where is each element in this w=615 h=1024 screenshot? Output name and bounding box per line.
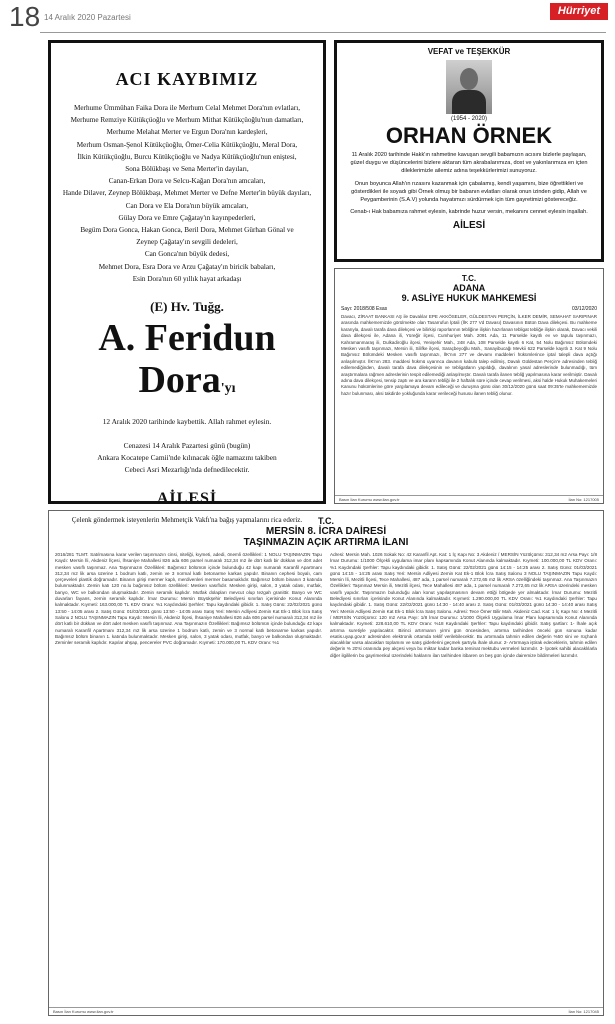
deceased-name bbox=[51, 317, 323, 410]
court-footer bbox=[335, 495, 603, 503]
vefat-paragraph: 11 Aralık 2020 tarihinde Hakk'ın rahmetine kavuşan sevgili babamızın acısını bizlerle paylaşan, güzel duygu ve düşüncelerini bizlere aktaran tüm akrabalarımıza, dost ve yakınlarımıza en içten dileklerimizle ailemiz adına teşekkürlerimizi sunuyoruz. bbox=[350, 152, 588, 175]
wreath-note: Çelenk göndermek isteyenlerin Mehmetçik Vakfı'na bağış yapmalarını rica ederiz. bbox=[71, 516, 303, 525]
header-divider bbox=[40, 32, 606, 33]
issue-date: 14 Aralık 2020 Pazartesi bbox=[44, 13, 131, 22]
relative-line: Merhume Melahat Merter ve Ergun Dora'nın kardeşleri, bbox=[106, 128, 268, 137]
relative-line: Zeynep Çağatay'ın sevgili dedeleri, bbox=[136, 238, 238, 247]
auction-footer-source: Basın İlan Kurumu www.ilan.gov.tr bbox=[53, 1009, 114, 1014]
deceased-photo bbox=[446, 60, 492, 114]
auction-office: MERSİN 8. İCRA DAİRESİ bbox=[265, 526, 387, 537]
auction-footer-id: İlan No: 1217045 bbox=[568, 1009, 599, 1014]
court-office: 9. ASLİYE HUKUK MAHKEMESİ bbox=[401, 293, 537, 303]
funeral-line: Cebeci Asri Mezarlığı'nda defnedilecektir. bbox=[124, 465, 250, 475]
funeral-line: Cenazesi 14 Aralık Pazartesi günü (bugün) bbox=[123, 441, 251, 451]
vefat-name: ORHAN ÖRNEK bbox=[385, 123, 553, 148]
newspaper-logo: Hürriyet bbox=[550, 3, 608, 20]
auction-column-left: 2016/281 TLMT. Satılmasına karar verilen taşınmazın cinsi, niteliği, kıymeti, adedi, önemli özellikleri: 1 NOLU TAŞINMAZIN Tapu Kaydı: Mersin İli, Akdeniz İlçesi, İhsaniye Mahallesi 826 ada 606 parsel numaralı 312,34 m2 ile dört katlı bir dükkan ve dört adet mesken vasıflı taşınmaz. Ana Taşınmazın Özellikleri: Bağımsız bölümün içinde bulunduğu 42 kapı numaralı Karanfil Apartmanı 312,34 m2 lik arsa üzerine 1 bodrum katlı, zemin ve 3 normal katlı betonarme karkas yapıdır. Binanın cephesi boyalı, cam çerçeveleri plastik doğramadır. Binanın girişi mermer kaplı, merdivenleri mermer basamaklıdır. Bağımsız bölüm binanın 3 katında bulunmaktadır. Zemin katı 120 no.lu bağımsız bölüm özellikleri: Mesken vasıflıdır. Mesken girişi, salon, 3 yatak odası, mutfak, banyo, WC ve balkondan oluşmaktadır. Zemin seramik kaplıdır. Mutfak dolapları mevcut olup tezgah granittir. Banyo ve WC duvarları fayans, zemin seramik kaplıdır. İmar Durumu: Mersin Büyükşehir Belediyesi sınırları içerisinde Konut Alanında kalmaktadır. Kıymeti: 163.000,00 TL KDV Oranı: %1 Kaydındaki Şerhler: Tapu kaydındaki gibidir. 1. Satış Günü: 22/02/2021 günü 13:50 - 14:05 arası 2. Satış Günü: 01/03/2021 günü 13:50 - 14:05 arası Satış Yeri: Mersin Adliyesi Zemin Kat Ek-1 Blok İcra Satış Salonu 2 NOLU TAŞINMAZIN Tapu Kaydı: Mersin İli, Akdeniz İlçesi, İhsaniye Mahallesi 826 ada 606 parsel numaralı 312,34 m2 ile dört katlı bir dükkan ve dört adet mesken vasıflı taşınmaz. Ana Taşınmazın Özellikleri: Bağımsız bölümün içinde bulunduğu 42 kapı numaralı Karanfil Apartmanı 312,34 m2 lik arsa üzerine 1 bodrum katlı, zemin ve 3 normal katlı betonarme karkas yapıdır. Bağımsız bölüm binanın 1. katında bulunmaktadır. Mesken girişi, salon, 3 yatak odası, mutfak, banyo ve balkondan oluşmaktadır. Zeminler seramik kaplıdır. Kapılar ahşap, pencereler PVC doğramadır. Kıymeti: 170.000,00 TL KDV Oranı: %1 bbox=[55, 552, 322, 646]
auction-notice bbox=[48, 510, 604, 1016]
funeral-info bbox=[51, 440, 323, 476]
court-body: Davacı, ZİRAAT BANKASI AŞ ile Davalılar EPE AKKÖSELER, GÜLDESTAN PERÇİN, İLKER DEMİR, SEMAHAT SARIPINAR arasında mahkememizde görülmekte olan Tasarrufun İptali (İİK 277 Vd Davası) Davasının Bütün Dava dilekçesi. Bu mahkeme kararıyla, davalı tarafa dava dilekçesi ve bilirkişi raporlarının tebliğine ilişkin hazırlanan tebligat tebliğe ilişkin olarak, Davacı vekili dava dilekçesi ile, Adana ili, Yüreğir ilçesi, Cumhuriyet Mah. 2091 Ada, 11 Parselde kayıtlı ev ve tapulu taşınmazı, Kahramanmaraş ili, Dulkadiroğlu ilçesi, Yenişehir Mah., 248 Ada, 108 Parselde kayıtlı 6 Kat, 54 Nolu Bağımsız Bölümdeki Mesken vasıflı taşınmazı, Mersin ili, Silifke ilçesi, Saraçbeyoğlu Mah., Sanayibucağı Mevkii 622 Parselde kayıtlı 3. Kat 9 Nolu Bağımsız Bölümdeki Mesken vasıflı taşınmazı, İİK'nın 277 ve devamı maddeleri hükümlerince iptal talepli dava açtığı anlaşılmıştır. İİK'nın 283. maddesi hükmü uyarınca davanın kabulü talep edilmiş, Davalı Güldestan Perçin'e adresinden tebliğ edilemediğinden, davalı tarafa dava dilekçesinin ve tebligatların yapıldığı, davalının yasal adreslerinde bulunmadığı, tüm araştırmalara rağmen adreslerinin tespit edilemediği anlaşılmıştır. Davalı tarafa ilanen tebliğ yapılmasına karar verilmiştir. Davalı adına dava dilekçesi, tensip zaptı ve ara kararın tebliği ile 2 haftalık süre içinde cevap verilmesi, aksi halde Hukuk Muhakemeleri Kanunu hükümlerine göre yargılamaya devam edileceği ve duruşma günü olan 30/12/2020 günü saat 09:35'te mahkememizde hazır bulunması, aksi takdirde yokluğunda karar verileceği hususu ilanen tebliğ olunur. bbox=[341, 314, 597, 396]
court-city: ADANA bbox=[452, 283, 486, 293]
court-date: 03/12/2020 bbox=[571, 306, 597, 312]
relative-line: İlkin Kütükçüoğlu, Burcu Kütükçüoğlu ve Nadya Kütükçüoğlu'nun eniştesi, bbox=[77, 152, 297, 161]
life-years: (1954 - 2020) bbox=[450, 116, 488, 122]
relative-line: Esin Dora'nın 60 yıllık hayat arkadaşı bbox=[132, 274, 242, 283]
court-footer-source: Basın İlan Kurumu www.ilan.gov.tr bbox=[339, 497, 400, 502]
relative-line: Merhum Osman-Şenol Kütükçüoğlu, Ömer-Celia Kütükçüoğlu, Meral Dora, bbox=[76, 140, 298, 149]
deceased-rank: (E) Hv. Tuğg. bbox=[150, 299, 224, 315]
funeral-line: Ankara Kocatepe Camii'nde kılınacak öğle namazını takiben bbox=[97, 453, 277, 463]
court-footer-id: İlan No: 1217005 bbox=[568, 497, 599, 502]
vefat-paragraph: Onun boyunca Allah'ın rızasını kazanmak için çabalamış, kendi yaşamını, bize öğrettikleri ve gösterdikleri ile soyadı gibi Örnek olmuş bir babanın evlatları olarak onun izinden gidip, Allah ve Peygamberinin (S.A.V) yolunda hayatımızı sürdürmek için tüm gayretimizi göstereceğiz. bbox=[351, 180, 587, 204]
relative-line: Sona Bölükbaşı ve Sena Merter'in dayıları, bbox=[125, 165, 249, 174]
vefat-paragraph: Cenab-ı Hak babamıza rahmet eylesin, kabrinde huzur versin, mekanını cennet eylesin inşallah. bbox=[350, 209, 588, 216]
court-notice bbox=[334, 268, 604, 504]
relative-line: Mehmet Dora, Esra Dora ve Arzu Çağatay'ın biricik babaları, bbox=[98, 262, 276, 271]
death-date-line: 12 Aralık 2020 tarihinde kaybettik. Allah rahmet eylesin. bbox=[102, 417, 272, 427]
obituary-notice bbox=[48, 40, 326, 525]
auction-columns bbox=[49, 552, 603, 992]
relative-line: Canan-Erkan Dora ve Selcu-Kağan Dora'nın amcaları, bbox=[108, 177, 266, 186]
auction-column-right: Adresi: Mersin Mah. 1026 Sokak No: 42 Karanfil Apt. Kat: 1 İç Kapı No: 3 Akdeniz / MERSİN Yüzölçümü: 312,34 m2 Arsa Payı: 1/8 İmar Durumu: 1/1000 Ölçekli uygulama imar planı kapsamında Konut Alanında kalmaktadır. Kıymeti: 100.000,00 TL KDV Oranı: %1 Kaydındaki Şerhler: Tapu kaydındaki gibidir. 1. Satış Günü: 22/02/2021 günü 14:15 - 14:25 arası 2. Satış Günü: 01/03/2021 günü 14:15 - 14:25 arası Satış Yeri: Mersin Adliyesi Zemin Kat Ek-1 Blok İcra Satış Salonu 3 NOLU TAŞINMAZIN Tapu Kaydı: Mersin İli, Mezitli İlçesi, Tece Mahallesi, 487 ada, 1 parsel numaralı 7.272,65 m2 lik ARSA özelliğindeki taşınmaz. Ana Taşınmazın Özellikleri: Taşınmaz Mersin ili, Mezitli ilçesi, Tece Mahallesi 487 ada, 1 parsel numaralı 7.272,65 m2 lik ARSA üzerindeki mesken vasıflı yapıdır. Taşınmazın bulunduğu alan konut yapılaşmasının devam ettiği bölgede yer almaktadır. İmar Durumu: Mezitli Belediyesi sınırları içerisinde Konut Alanında kalmaktadır. Kıymeti: 1.290.000,00 TL KDV Oranı: %1 Kaydındaki Şerhler: Tapu kaydındaki gibidir. 1. Satış Günü: 22/02/2021 günü 14:30 - 14:40 arası 2. Satış Günü: 01/03/2021 günü 14:30 - 14:40 arası Satış Yeri: Mersin Adliyesi Zemin Kat Ek-1 Blok İcra Satış Salonu. Adresi: Tece Ömer Bilir Mah. Akdeniz Cad. Kat: 1 İç Kapı No: 4 Mezitli / MERSİN Yüzölçümü: 120 m2 Arsa Payı: 1/8 İmar Durumu: 1/1000 Ölçekli Uygulama İmar Planı kapsamında Konut Alanında kalmaktadır. Kıymeti: 228.610,00 TL KDV Oranı: %18 Kaydındaki Şerhler: Tapu kaydındaki gibidir. Satış şartları: 1- İhale açık artırma suretiyle yapılacaktır. Birinci artırmanın yirmi gün öncesinden, artırma tarihinden önceki gün sonuna kadar esatis.uyap.gov.tr adresinden elektronik ortamda teklif verilebilecektir. Bu artırmada tahmin edilen değerin %50 sini ve rüçhanlı alacaklılar varsa alacakları toplamını ve satış giderlerini geçmek şartıyla ihale olunur. 2- Artırmaya iştirak edeceklerin, tahmin edilen değerin % 20'si oranında pey akçesi veya bu miktar kadar banka teminat mektubu vermeleri lazımdır. 3- İpotek sahibi alacaklılarla diğer ilgililerin bu gayrimenkul üzerindeki haklarını ilan tarihinden itibaren on beş gün içinde dairemize bildirmeleri lazımdır. bbox=[330, 552, 597, 658]
relative-line: Merhume Ümmühan Faika Dora ile Merhum Celal Mehmet Dora'nın evlatları, bbox=[73, 104, 301, 112]
condolence-thanks-notice bbox=[334, 40, 604, 262]
relative-line: Can Gonca'nın büyük dedesi, bbox=[144, 250, 230, 259]
relative-line: Hande Dilaver, Zeynep Bölükbaşı, Mehmet Merter ve Defne Merter'in büyük dayıları, bbox=[62, 189, 312, 198]
auction-footer bbox=[49, 1007, 603, 1015]
family-signature: AİLESİ bbox=[156, 490, 218, 508]
name-suffix: 'yı bbox=[220, 381, 236, 397]
auction-title: TAŞINMAZIN AÇIK ARTIRMA İLANI bbox=[243, 537, 409, 548]
relative-line: Merhume Remziye Kütükçüoğlu ve Merhum Mithat Kütükçüoğlu'nun damatları, bbox=[70, 116, 304, 125]
vefat-signature: AİLESİ bbox=[452, 220, 486, 232]
relative-line: Gülay Dora ve Emre Çağatay'ın kayınpederleri, bbox=[118, 213, 256, 222]
relative-line: Begüm Dora Gonca, Hakan Gonca, Beril Dora, Mehmet Gürhan Gönal ve bbox=[80, 226, 294, 235]
deceased-name-text: A. Feridun Dora bbox=[98, 317, 276, 402]
page-header bbox=[0, 0, 615, 34]
vefat-heading: VEFAT ve TEŞEKKÜR bbox=[427, 47, 511, 56]
auction-tc: T.C. bbox=[317, 516, 334, 526]
court-tc: T.C. bbox=[461, 274, 477, 283]
obituary-relatives bbox=[51, 102, 323, 285]
page-number: 18 bbox=[9, 1, 41, 32]
relative-line: Can Dora ve Ela Dora'nın büyük amcaları, bbox=[125, 201, 249, 210]
court-file-no: Sayı: 2018/508 Esas bbox=[341, 306, 388, 312]
obituary-title: ACI KAYBIMIZ bbox=[115, 69, 259, 89]
